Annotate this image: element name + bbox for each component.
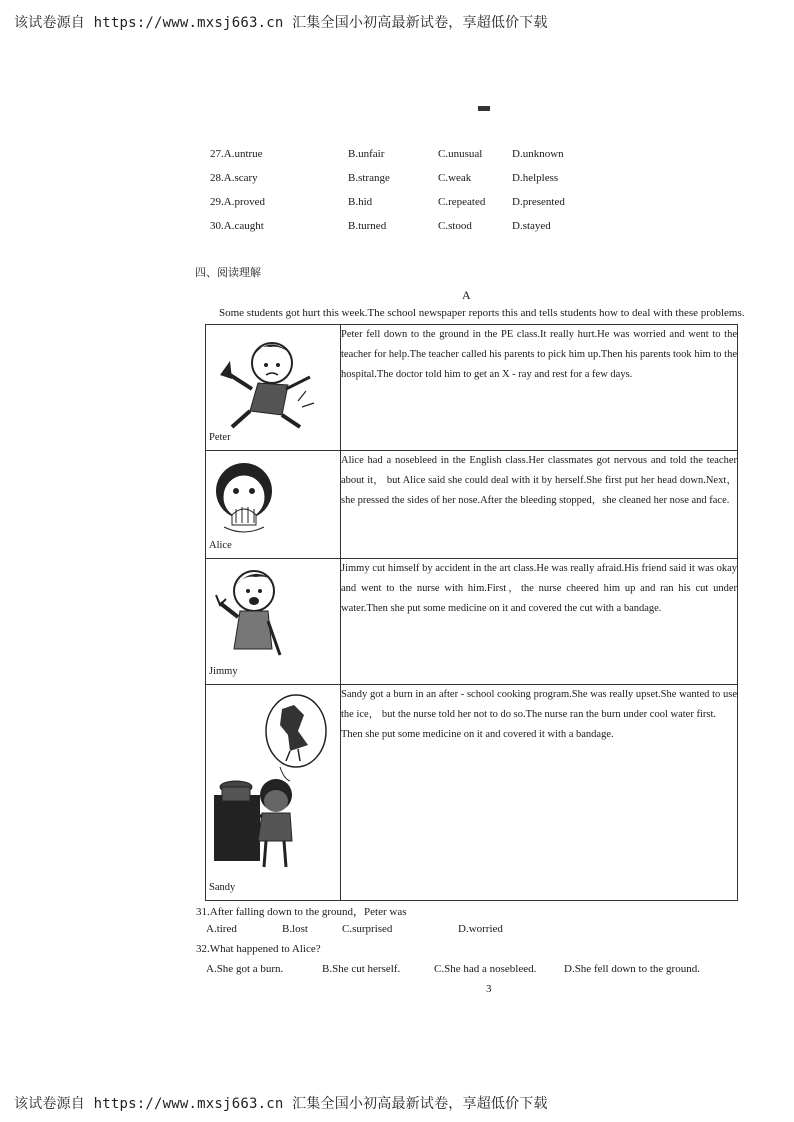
answer-option: D.She fell down to the ground. [564, 963, 700, 975]
question-options [196, 963, 756, 983]
student-name: Alice [209, 540, 232, 551]
option-row-27 [210, 148, 610, 172]
story-text: Sandy got a burn in an after - school cooking program.She was really upset.She wanted to use the ice， but the nurse told her not to do so.The nurse ran the burn under cool water first. [341, 689, 737, 720]
story-picture-cell [206, 325, 341, 451]
story-row-sandy [206, 685, 738, 901]
story-text-continued: Then she put some medicine on it and covered it with a bandage. [341, 729, 614, 740]
question-stem: 32.What happened to Alice? [196, 943, 321, 955]
story-text-cell [341, 685, 738, 901]
option-row-28 [210, 172, 610, 196]
section-title: 四、阅读理解 [195, 266, 261, 279]
answer-option: D.worried [458, 923, 503, 935]
option-row-30 [210, 220, 610, 244]
option-a: 27.A.untrue [210, 148, 263, 160]
passage-intro: Some students got hurt this week.The school newspaper reports this and tells students how to deal with these problems. [219, 307, 745, 319]
student-name: Peter [209, 432, 231, 443]
scan-mark [478, 106, 490, 111]
sandy-illustration-icon [210, 691, 334, 877]
options-block [210, 148, 610, 244]
story-row-peter [206, 325, 738, 451]
option-d: D.unknown [512, 148, 564, 160]
option-b: B.turned [348, 220, 387, 232]
option-c: C.weak [438, 172, 472, 184]
footer-watermark: 该试卷源自 https://www.mxsj663.cn 汇集全国小初高最新试卷，享超低价下载 [14, 1096, 548, 1112]
story-table [205, 324, 738, 901]
option-d: D.helpless [512, 172, 559, 184]
student-name: Jimmy [209, 666, 238, 677]
passage-letter: A [462, 288, 471, 302]
option-row-29 [210, 196, 610, 220]
option-c: C.unusual [438, 148, 483, 160]
option-d: D.stayed [512, 220, 551, 232]
answer-option: A.She got a burn. [206, 963, 284, 975]
story-row-alice [206, 451, 738, 559]
header-watermark: 该试卷源自 https://www.mxsj663.cn 汇集全国小初高最新试卷，享超低价下载 [14, 15, 548, 31]
page-number: 3 [486, 983, 492, 995]
option-b: B.hid [348, 196, 373, 208]
story-picture-cell [206, 559, 341, 685]
alice-illustration-icon [210, 457, 280, 539]
answer-option: C.surprised [342, 923, 393, 935]
student-name: Sandy [209, 882, 236, 893]
option-c: C.stood [438, 220, 472, 232]
peter-illustration-icon [210, 331, 320, 431]
story-picture-cell [206, 451, 341, 559]
answer-option: B.lost [282, 923, 308, 935]
question-stem: 31.After falling down to the ground，Peter was [196, 906, 407, 918]
option-c: C.repeated [438, 196, 486, 208]
story-text: Alice had a nosebleed in the English class.Her classmates got nervous and told the teacher about it， but Alice said she could deal with it by herself.She first put her head down.Next，she pressed the sides of her nose.After the bleeding stopped，she cleaned her nose and face. [341, 451, 738, 559]
option-b: B.unfair [348, 148, 385, 160]
question-options [196, 923, 756, 943]
answer-option: A.tired [206, 923, 237, 935]
story-text: Peter fell down to the ground in the PE class.It really hurt.He was worried and went to the teacher for help.The teacher called his parents to pick him up.Then his parents took him to the hospital.The doctor told him to get an X - ray and rest for a few days. [341, 325, 738, 451]
story-text: Jimmy cut himself by accident in the art class.He was really afraid.His friend said it was okay and went to the nurse with him.First，the nurse cheered him up and ran his cut under water.Then she put some medicine on it and covered the cut with a bandage. [341, 559, 738, 685]
story-picture-cell [206, 685, 341, 901]
option-a: 30.A.caught [210, 220, 264, 232]
questions-block [196, 903, 756, 983]
option-b: B.strange [348, 172, 390, 184]
option-a: 28.A.scary [210, 172, 258, 184]
jimmy-illustration-icon [210, 565, 290, 661]
answer-option: B.She cut herself. [322, 963, 401, 975]
answer-option: C.She had a nosebleed. [434, 963, 537, 975]
option-d: D.presented [512, 196, 565, 208]
story-row-jimmy [206, 559, 738, 685]
option-a: 29.A.proved [210, 196, 265, 208]
